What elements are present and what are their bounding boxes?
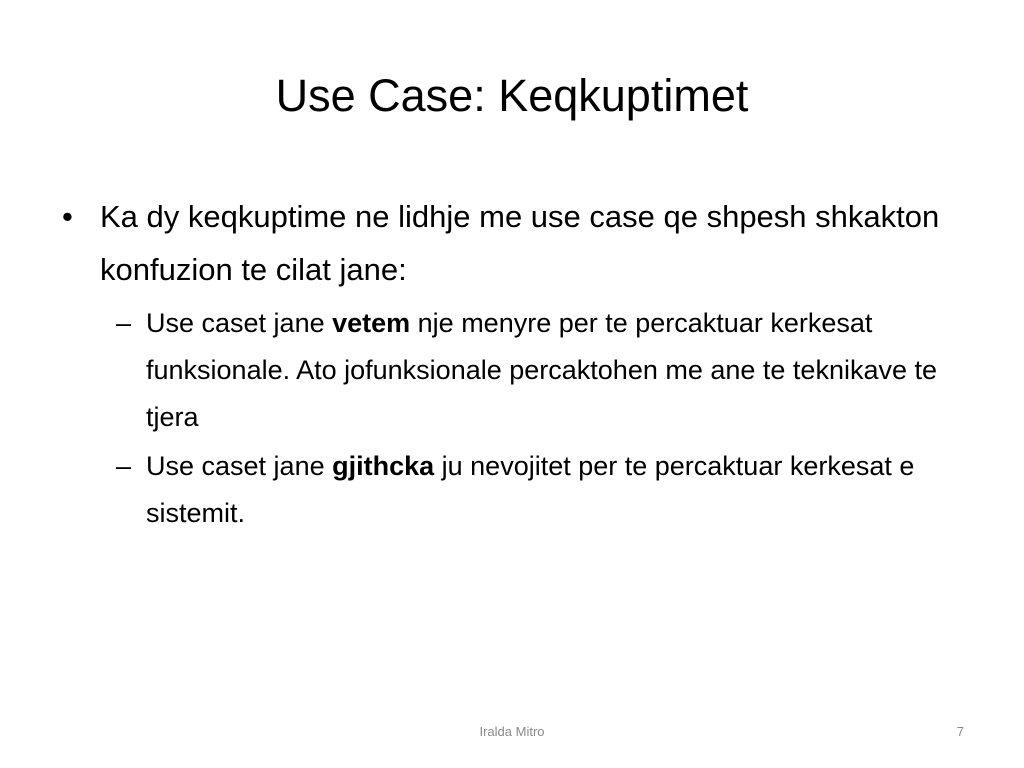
slide-title: Use Case: Keqkuptimet xyxy=(275,70,749,121)
footer-author: Iralda Mitro xyxy=(479,724,545,739)
sub-bullet-marker: – xyxy=(116,451,132,481)
slide-body xyxy=(56,190,976,539)
page-number: 7 xyxy=(956,724,964,739)
sub-bullet-text-after: nje menyre per te percaktuar kerkesat funksionale. Ato jofunksionale percaktohen me ane te teknikave te tjera xyxy=(146,308,938,432)
sub-bullet-text-after: ju nevojitet per te percaktuar kerkesat e sistemit. xyxy=(146,451,915,528)
bullet-text: Ka dy keqkuptime ne lidhje me use case qe shpesh shkakton konfuzion te cilat jane: xyxy=(100,199,940,287)
bullet-item xyxy=(56,190,976,296)
bullet-marker: • xyxy=(62,199,73,234)
sub-bullet-text-before: Use caset jane xyxy=(146,451,333,481)
sub-bullet-text-before: Use caset jane xyxy=(146,308,333,338)
sub-bullet-bold-text: vetem xyxy=(332,308,411,338)
sub-bullet-bold-text: gjithcka xyxy=(332,451,435,481)
sub-bullet-marker: – xyxy=(116,308,132,338)
sub-bullet-item xyxy=(56,300,976,441)
sub-bullet-item xyxy=(56,443,976,537)
